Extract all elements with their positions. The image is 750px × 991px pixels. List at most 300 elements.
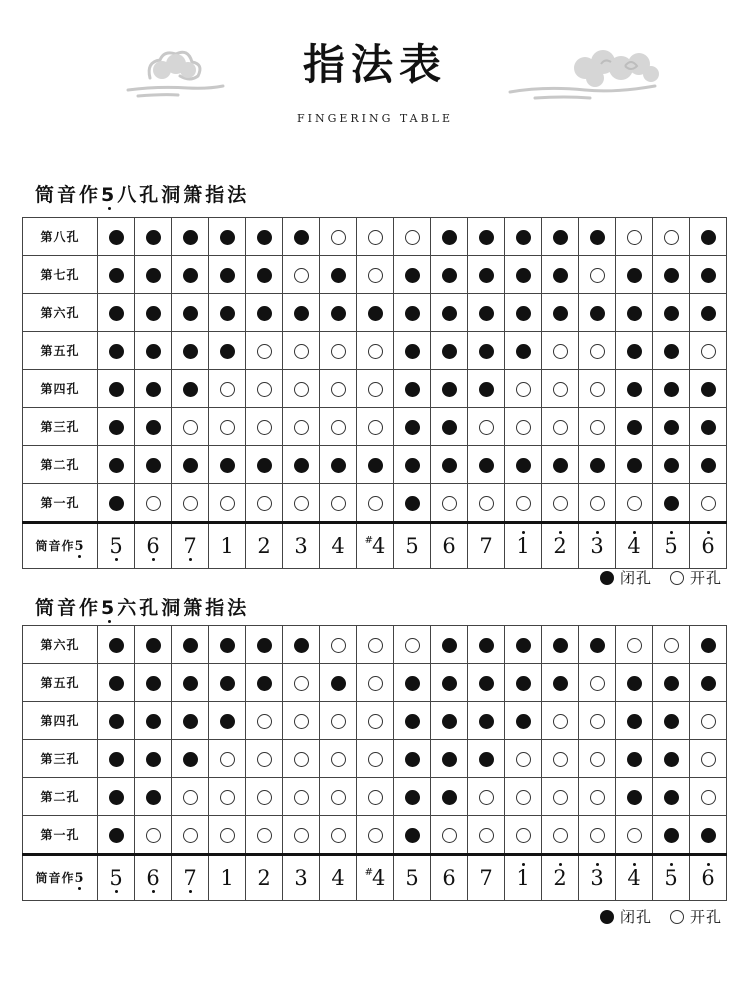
closed-hole-icon <box>664 344 679 359</box>
closed-hole-icon <box>664 752 679 767</box>
closed-hole-icon <box>109 306 124 321</box>
fingering-table-eight-hole <box>22 217 727 569</box>
open-hole-icon <box>294 268 309 283</box>
fingering-cell <box>616 446 653 484</box>
fingering-cell <box>653 484 690 523</box>
closed-hole-icon <box>109 420 124 435</box>
fingering-cell <box>394 626 431 664</box>
note-digit: 1 <box>220 534 234 558</box>
fingering-cell <box>246 370 283 408</box>
table-row <box>23 218 727 256</box>
note-cell <box>172 523 209 569</box>
note-digit: 1 <box>220 866 234 890</box>
open-hole-icon <box>701 790 716 805</box>
fingering-cell <box>579 626 616 664</box>
fingering-cell <box>320 626 357 664</box>
fingering-cell <box>616 484 653 523</box>
fingering-cell <box>209 484 246 523</box>
fingering-cell <box>394 332 431 370</box>
note-digit: 6 <box>701 534 715 558</box>
fingering-cell <box>690 740 727 778</box>
fingering-cell <box>394 778 431 816</box>
fingering-cell <box>542 294 579 332</box>
fingering-cell <box>616 218 653 256</box>
open-hole-icon <box>294 420 309 435</box>
closed-hole-icon <box>442 344 457 359</box>
fingering-cell <box>394 256 431 294</box>
closed-hole-icon <box>146 676 161 691</box>
legend-open-label: 开孔 <box>689 908 722 926</box>
fingering-cell <box>431 218 468 256</box>
open-hole-icon <box>257 714 272 729</box>
fingering-cell <box>616 626 653 664</box>
fingering-cell <box>283 408 320 446</box>
note-cell <box>690 523 727 569</box>
closed-hole-icon <box>257 230 272 245</box>
open-hole-icon <box>183 420 198 435</box>
closed-hole-icon <box>664 676 679 691</box>
fingering-cell <box>431 294 468 332</box>
fingering-cell <box>542 778 579 816</box>
closed-hole-icon <box>294 638 309 653</box>
note-cell <box>431 523 468 569</box>
closed-hole-icon <box>516 268 531 283</box>
note-cell <box>394 523 431 569</box>
note-digit: 3 <box>590 534 604 558</box>
note-cell <box>505 855 542 901</box>
fingering-cell <box>542 218 579 256</box>
fingering-cell <box>394 664 431 702</box>
closed-hole-icon <box>257 638 272 653</box>
closed-hole-icon <box>627 752 642 767</box>
closed-hole-icon <box>479 752 494 767</box>
fingering-cell <box>172 408 209 446</box>
hole-label: 第五孔 <box>23 664 98 702</box>
closed-hole-icon <box>442 420 457 435</box>
closed-hole-icon <box>590 230 605 245</box>
fingering-cell <box>283 332 320 370</box>
fingering-cell <box>283 484 320 523</box>
fingering-cell <box>320 294 357 332</box>
closed-hole-icon <box>405 306 420 321</box>
fingering-cell <box>690 702 727 740</box>
closed-hole-icon <box>627 420 642 435</box>
page-title: 指法表 <box>302 40 447 89</box>
fingering-cell <box>690 294 727 332</box>
fingering-cell <box>357 370 394 408</box>
fingering-cell <box>283 446 320 484</box>
fingering-cell <box>579 408 616 446</box>
closed-hole-icon <box>257 268 272 283</box>
fingering-cell <box>320 446 357 484</box>
open-hole-icon <box>590 676 605 691</box>
fingering-cell <box>246 446 283 484</box>
fingering-cell <box>246 740 283 778</box>
section-title-eight-hole: 筒音作5八孔洞箫指法 <box>35 184 250 206</box>
fingering-cell <box>542 702 579 740</box>
fingering-cell <box>468 664 505 702</box>
note-cell <box>320 523 357 569</box>
fingering-cell <box>135 218 172 256</box>
note-digit: 2 <box>257 866 271 890</box>
fingering-cell <box>394 294 431 332</box>
open-hole-icon <box>516 752 531 767</box>
fingering-cell <box>542 626 579 664</box>
open-hole-icon <box>257 790 272 805</box>
open-hole-icon <box>405 638 420 653</box>
closed-hole-icon <box>109 268 124 283</box>
fingering-cell <box>616 332 653 370</box>
hole-label: 第三孔 <box>23 740 98 778</box>
fingering-cell <box>246 332 283 370</box>
closed-hole-icon <box>664 790 679 805</box>
fingering-cell <box>690 446 727 484</box>
fingering-cell <box>320 332 357 370</box>
fingering-cell <box>357 702 394 740</box>
note-cell <box>616 523 653 569</box>
note-digit: 5 <box>405 534 419 558</box>
fingering-cell <box>209 446 246 484</box>
note-cell <box>98 523 135 569</box>
closed-hole-icon <box>664 382 679 397</box>
fingering-cell <box>246 702 283 740</box>
closed-hole-icon <box>220 306 235 321</box>
note-digit: 2 <box>553 866 567 890</box>
closed-hole-icon <box>553 458 568 473</box>
note-digit: 4 <box>627 534 641 558</box>
closed-hole-icon <box>516 638 531 653</box>
open-hole-icon <box>331 382 346 397</box>
fingering-cell <box>357 626 394 664</box>
fingering-cell <box>579 294 616 332</box>
fingering-cell <box>320 702 357 740</box>
open-hole-icon <box>701 344 716 359</box>
fingering-grid <box>22 217 727 569</box>
open-hole-icon <box>553 344 568 359</box>
fingering-cell <box>98 702 135 740</box>
closed-hole-icon <box>146 344 161 359</box>
fingering-cell <box>505 816 542 855</box>
open-hole-icon <box>294 752 309 767</box>
open-hole-icon <box>670 910 684 924</box>
closed-hole-icon <box>331 268 346 283</box>
section-key-note: 5 <box>101 597 118 619</box>
fingering-cell <box>690 218 727 256</box>
fingering-cell <box>542 370 579 408</box>
fingering-cell <box>357 332 394 370</box>
table-row <box>23 256 727 294</box>
fingering-cell <box>357 408 394 446</box>
open-hole-icon <box>670 571 684 585</box>
fingering-cell <box>468 218 505 256</box>
open-hole-icon <box>331 496 346 511</box>
fingering-grid <box>22 625 727 901</box>
open-hole-icon <box>627 496 642 511</box>
fingering-cell <box>357 446 394 484</box>
note-digit: 7 <box>183 866 197 890</box>
fingering-cell <box>505 294 542 332</box>
note-cell <box>357 855 394 901</box>
fingering-cell <box>431 370 468 408</box>
closed-hole-icon <box>627 790 642 805</box>
closed-hole-icon <box>257 458 272 473</box>
fingering-cell <box>468 778 505 816</box>
note-digit: 4 <box>372 534 386 558</box>
closed-hole-icon <box>516 676 531 691</box>
fingering-cell <box>690 484 727 523</box>
note-digit: 7 <box>183 534 197 558</box>
fingering-cell <box>616 370 653 408</box>
fingering-cell <box>653 626 690 664</box>
hole-label: 第七孔 <box>23 256 98 294</box>
fingering-cell <box>431 484 468 523</box>
fingering-cell <box>209 664 246 702</box>
fingering-cell <box>246 218 283 256</box>
note-digit: 7 <box>479 534 493 558</box>
note-cell <box>468 523 505 569</box>
fingering-cell <box>209 626 246 664</box>
note-cell <box>357 523 394 569</box>
fingering-cell <box>357 740 394 778</box>
right-cloud-icon <box>505 40 665 104</box>
open-hole-icon <box>294 382 309 397</box>
closed-hole-icon <box>516 230 531 245</box>
closed-hole-icon <box>627 458 642 473</box>
fingering-cell <box>209 702 246 740</box>
closed-hole-icon <box>516 714 531 729</box>
legend-open-label: 开孔 <box>689 569 722 587</box>
fingering-cell <box>505 256 542 294</box>
fingering-cell <box>653 664 690 702</box>
table-row <box>23 332 727 370</box>
closed-hole-icon <box>146 752 161 767</box>
fingering-cell <box>653 816 690 855</box>
open-hole-icon <box>405 230 420 245</box>
fingering-cell <box>98 626 135 664</box>
closed-hole-icon <box>109 714 124 729</box>
fingering-cell <box>579 370 616 408</box>
closed-hole-icon <box>220 638 235 653</box>
hole-label: 第四孔 <box>23 702 98 740</box>
closed-hole-icon <box>479 638 494 653</box>
fingering-cell <box>394 740 431 778</box>
fingering-cell <box>98 256 135 294</box>
closed-hole-icon <box>479 458 494 473</box>
closed-hole-icon <box>405 268 420 283</box>
open-hole-icon <box>257 382 272 397</box>
closed-hole-icon <box>183 752 198 767</box>
fingering-cell <box>98 484 135 523</box>
fingering-cell <box>505 702 542 740</box>
fingering-cell <box>468 816 505 855</box>
open-hole-icon <box>627 230 642 245</box>
closed-hole-icon <box>553 268 568 283</box>
open-hole-icon <box>220 496 235 511</box>
fingering-cell <box>357 816 394 855</box>
fingering-cell <box>690 816 727 855</box>
note-cell <box>579 523 616 569</box>
fingering-cell <box>579 740 616 778</box>
fingering-cell <box>172 332 209 370</box>
note-row-label: 筒音作5 <box>23 523 98 569</box>
closed-hole-icon <box>257 306 272 321</box>
note-digit: 2 <box>553 534 567 558</box>
note-cell <box>209 855 246 901</box>
note-row <box>23 523 727 569</box>
fingering-cell <box>246 816 283 855</box>
note-cell <box>394 855 431 901</box>
note-digit: 3 <box>590 866 604 890</box>
closed-hole-icon <box>405 382 420 397</box>
fingering-cell <box>468 740 505 778</box>
open-hole-icon <box>479 496 494 511</box>
fingering-cell <box>98 740 135 778</box>
hole-label: 第六孔 <box>23 294 98 332</box>
fingering-cell <box>246 626 283 664</box>
fingering-cell <box>468 256 505 294</box>
open-hole-icon <box>553 420 568 435</box>
fingering-cell <box>135 446 172 484</box>
open-hole-icon <box>331 420 346 435</box>
closed-hole-icon <box>109 638 124 653</box>
open-hole-icon <box>368 344 383 359</box>
closed-hole-icon <box>590 638 605 653</box>
closed-hole-icon <box>701 230 716 245</box>
closed-hole-icon <box>479 714 494 729</box>
open-hole-icon <box>627 828 642 843</box>
fingering-cell <box>616 664 653 702</box>
closed-hole-icon <box>442 714 457 729</box>
closed-hole-icon <box>146 790 161 805</box>
closed-hole-icon <box>479 268 494 283</box>
fingering-cell <box>246 778 283 816</box>
open-hole-icon <box>368 676 383 691</box>
table-row <box>23 370 727 408</box>
fingering-cell <box>505 408 542 446</box>
open-hole-icon <box>294 790 309 805</box>
fingering-cell <box>98 218 135 256</box>
legend <box>600 567 722 588</box>
fingering-cell <box>320 664 357 702</box>
open-hole-icon <box>590 496 605 511</box>
open-hole-icon <box>368 790 383 805</box>
closed-hole-icon <box>405 828 420 843</box>
note-digit: 3 <box>294 534 308 558</box>
fingering-cell <box>135 332 172 370</box>
fingering-cell <box>320 484 357 523</box>
fingering-cell <box>542 664 579 702</box>
open-hole-icon <box>590 382 605 397</box>
fingering-cell <box>246 256 283 294</box>
closed-hole-icon <box>109 752 124 767</box>
fingering-cell <box>579 256 616 294</box>
table-row <box>23 740 727 778</box>
legend-closed-label: 闭孔 <box>619 908 652 926</box>
closed-hole-icon <box>627 714 642 729</box>
open-hole-icon <box>553 714 568 729</box>
fingering-cell <box>172 740 209 778</box>
open-hole-icon <box>553 828 568 843</box>
fingering-cell <box>505 778 542 816</box>
closed-hole-icon <box>442 230 457 245</box>
open-hole-icon <box>368 638 383 653</box>
open-hole-icon <box>331 230 346 245</box>
fingering-cell <box>653 332 690 370</box>
fingering-cell <box>505 370 542 408</box>
closed-hole-icon <box>553 676 568 691</box>
open-hole-icon <box>479 828 494 843</box>
closed-hole-icon <box>442 790 457 805</box>
open-hole-icon <box>294 828 309 843</box>
fingering-cell <box>653 740 690 778</box>
note-digit: 7 <box>479 866 493 890</box>
closed-hole-icon <box>183 268 198 283</box>
fingering-cell <box>394 702 431 740</box>
fingering-cell <box>653 446 690 484</box>
fingering-cell <box>172 446 209 484</box>
closed-hole-icon <box>405 496 420 511</box>
open-hole-icon <box>331 752 346 767</box>
closed-hole-icon <box>146 638 161 653</box>
closed-hole-icon <box>109 790 124 805</box>
closed-hole-icon <box>405 676 420 691</box>
sharp-sign: # <box>364 535 373 546</box>
closed-hole-icon <box>479 382 494 397</box>
fingering-cell <box>431 816 468 855</box>
open-hole-icon <box>627 638 642 653</box>
note-digit: 5 <box>405 866 419 890</box>
note-digit: 4 <box>372 866 386 890</box>
note-cell <box>209 523 246 569</box>
closed-hole-icon <box>442 306 457 321</box>
closed-hole-icon <box>183 676 198 691</box>
fingering-cell <box>505 484 542 523</box>
closed-hole-icon <box>109 458 124 473</box>
open-hole-icon <box>479 420 494 435</box>
closed-hole-icon <box>294 306 309 321</box>
open-hole-icon <box>331 828 346 843</box>
fingering-cell <box>209 408 246 446</box>
fingering-cell <box>246 484 283 523</box>
table-row <box>23 664 727 702</box>
note-digit: 4 <box>627 866 641 890</box>
fingering-cell <box>357 218 394 256</box>
note-cell <box>653 855 690 901</box>
left-cloud-icon <box>118 40 230 102</box>
fingering-cell <box>135 294 172 332</box>
fingering-cell <box>653 370 690 408</box>
closed-hole-icon <box>109 828 124 843</box>
closed-hole-icon <box>627 676 642 691</box>
closed-hole-icon <box>220 344 235 359</box>
fingering-cell <box>505 332 542 370</box>
note-digit: 6 <box>442 866 456 890</box>
sharp-sign: # <box>364 867 373 878</box>
closed-hole-icon <box>442 752 457 767</box>
fingering-cell <box>690 256 727 294</box>
note-digit: 5 <box>109 866 123 890</box>
open-hole-icon <box>368 382 383 397</box>
fingering-cell <box>283 778 320 816</box>
closed-hole-icon <box>405 790 420 805</box>
open-hole-icon <box>220 828 235 843</box>
fingering-cell <box>579 816 616 855</box>
fingering-cell <box>357 664 394 702</box>
fingering-cell <box>653 256 690 294</box>
fingering-cell <box>246 664 283 702</box>
fingering-cell <box>98 332 135 370</box>
fingering-cell <box>135 816 172 855</box>
